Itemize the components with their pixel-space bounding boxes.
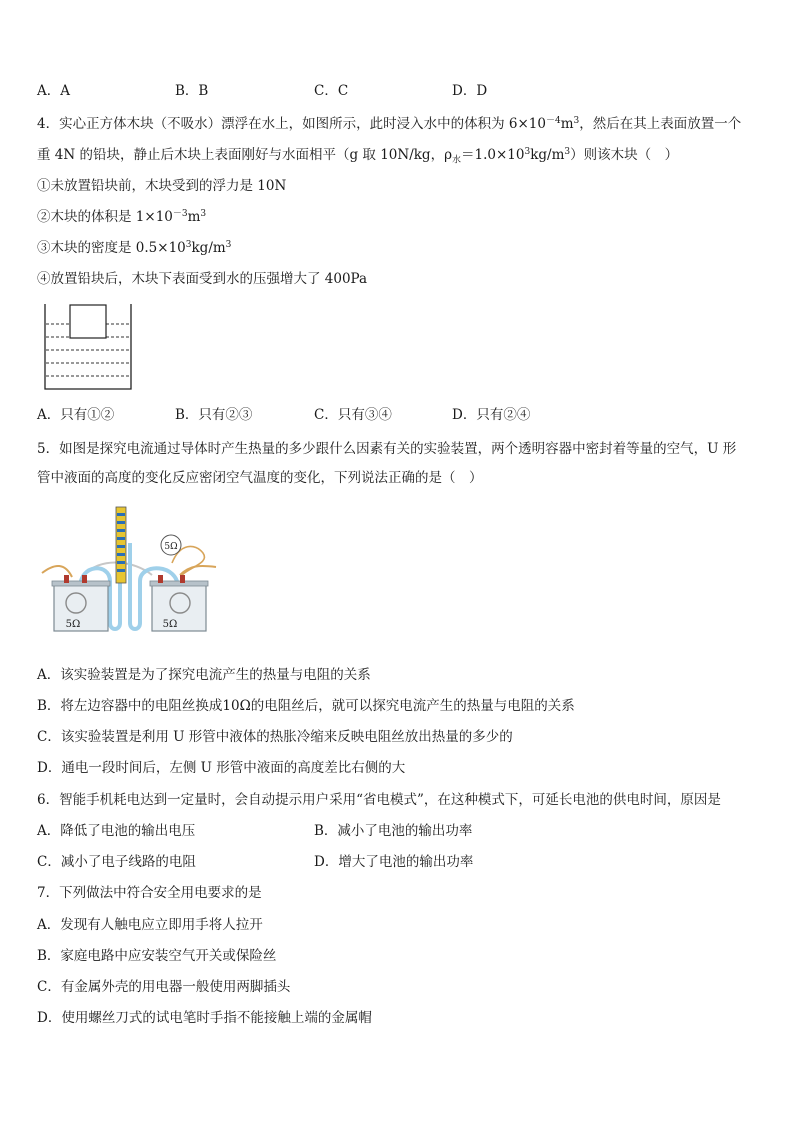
q6-option-a: A．降低了电池的输出电压 xyxy=(37,823,196,839)
q7-stem: 7．下列做法中符合安全用电要求的是 xyxy=(37,885,262,901)
q4-s3-sup1: 3 xyxy=(185,240,192,250)
left-terminal-1 xyxy=(64,575,69,583)
right-terminal-1 xyxy=(158,575,163,583)
q4-sup1: 3 xyxy=(524,147,531,157)
q4-stem-text: 4．实心正方体木块（不吸水）漂浮在水上，如图所示，此时浸入水中的体积为 6×10 xyxy=(37,116,546,132)
right-terminal-2 xyxy=(180,575,185,583)
q6-option-b: B．减小了电池的输出功率 xyxy=(314,823,473,839)
q5-option-c: C．该实验装置是利用 U 形管中液体的热胀冷缩来反映电阻丝放出热量的多少的 xyxy=(37,729,513,745)
q4-s3-sup2: 3 xyxy=(225,240,232,250)
q4-stem-line1 xyxy=(37,115,741,133)
q4-exp: －4 xyxy=(545,116,561,126)
q7-option-a: A．发现有人触电应立即用手将人拉开 xyxy=(37,917,263,933)
q5-stem-line2: 管中液面的高度的变化反应密闭空气温度的变化，下列说法正确的是（ ） xyxy=(37,470,483,486)
heating-apparatus-figure xyxy=(40,503,220,635)
left-container xyxy=(54,583,108,631)
q5-option-d: D．通电一段时间后，左侧 U 形管中液面的高度差比右侧的大 xyxy=(37,760,406,776)
q4-s3-a: ③木块的密度是 0.5×10 xyxy=(37,240,186,256)
q4-s2-sup: 3 xyxy=(200,209,207,219)
q4-statement-3 xyxy=(37,239,231,257)
q5-option-a: A．该实验装置是为了探究电流产生的热量与电阻的关系 xyxy=(37,667,371,683)
q6-stem: 6．智能手机耗电达到一定量时，会自动提示用户采用“省电模式”，在这种模式下，可延长电池的供电时间，原因是 xyxy=(37,792,721,808)
q4-stem2-b: ＝1.0×10 xyxy=(461,147,525,163)
q4-stem2-d: ）则该木块（ ） xyxy=(570,147,679,163)
q5-option-b: B．将左边容器中的电阻丝换成10Ω的电阻丝后，就可以探究电流产生的热量与电阻的关系 xyxy=(37,698,575,714)
q3-option-c: C．C xyxy=(314,83,349,99)
q3-option-d: D．D xyxy=(452,83,488,99)
q4-rho-sub: 水 xyxy=(452,155,462,166)
q3-option-b: B．B xyxy=(175,83,209,99)
q4-sup2: 3 xyxy=(564,147,571,157)
q4-s2-b: m xyxy=(187,209,201,225)
q4-unit-sup: 3 xyxy=(573,116,580,126)
q4-stem-line2 xyxy=(37,146,678,170)
q7-option-c: C．有金属外壳的用电器一般使用两脚插头 xyxy=(37,979,291,995)
q4-s2-a: ②木块的体积是 1×10 xyxy=(37,209,173,225)
q4-option-b: B．只有②③ xyxy=(175,407,253,423)
q6-option-c: C．减小了电子线路的电阻 xyxy=(37,854,196,870)
q4-option-a: A．只有①② xyxy=(37,407,115,423)
left-container-lid xyxy=(52,581,110,586)
q6-option-d: D．增大了电池的输出功率 xyxy=(314,854,474,870)
q4-statement-4: ④放置铅块后，木块下表面受到水的压强增大了 400Pa xyxy=(37,271,368,287)
lead-wire-right xyxy=(180,566,216,575)
q4-statement-2 xyxy=(37,208,206,226)
left-terminal-2 xyxy=(82,575,87,583)
external-resistor-label: 5Ω xyxy=(164,542,178,552)
q4-unit: m xyxy=(560,116,574,132)
right-resistor-label: 5Ω xyxy=(162,619,178,630)
q4-option-d: D．只有②④ xyxy=(452,407,531,423)
q4-option-c: C．只有③④ xyxy=(314,407,392,423)
q4-stem2-c: kg/m xyxy=(530,147,565,163)
q3-option-a: A．A xyxy=(37,83,70,99)
floating-block-figure xyxy=(40,300,136,392)
left-resistor-label: 5Ω xyxy=(65,619,81,630)
right-container xyxy=(152,583,206,631)
q4-s2-exp: －3 xyxy=(172,209,188,219)
q4-stem2-a: 重 4N 的铅块，静止后木块上表面刚好与水面相平（g 取 10N/kg，ρ xyxy=(37,147,453,163)
q4-s3-b: kg/m xyxy=(191,240,226,256)
q4-stem-text-end: ，然后在其上表面放置一个 xyxy=(579,116,742,132)
q5-stem-line1: 5．如图是探究电流通过导体时产生热量的多少跟什么因素有关的实验装置，两个透明容器中密封着等量的空气，U 形 xyxy=(37,441,737,457)
q7-option-b: B．家庭电路中应安装空气开关或保险丝 xyxy=(37,948,277,964)
q7-option-d: D．使用螺丝刀式的试电笔时手指不能接触上端的金属帽 xyxy=(37,1010,372,1026)
wood-block xyxy=(70,305,106,338)
q4-statement-1: ①未放置铅块前，木块受到的浮力是 10N xyxy=(37,178,287,194)
